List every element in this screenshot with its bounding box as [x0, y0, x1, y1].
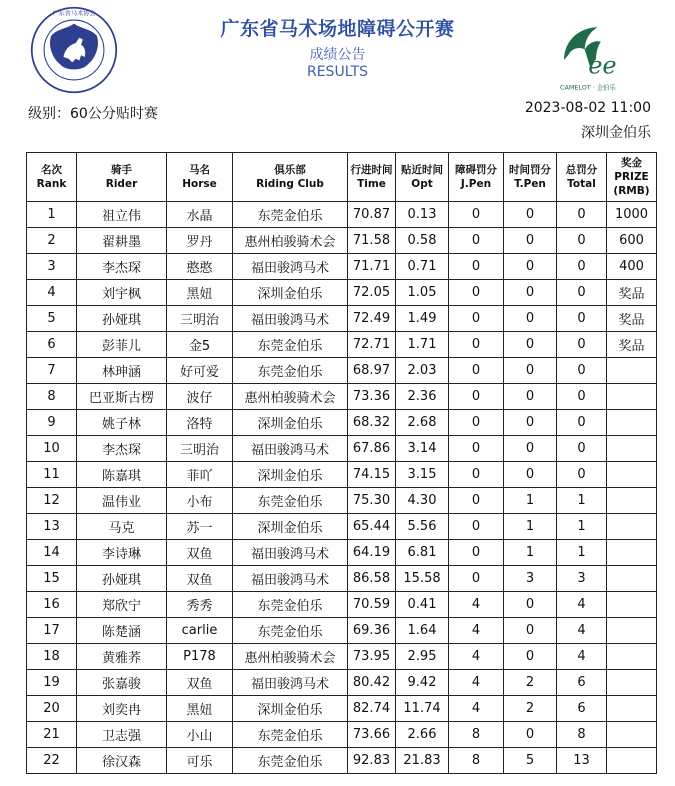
svg-text:CAMELOT · 金伯乐: CAMELOT · 金伯乐	[560, 83, 616, 92]
cell-horse: P178	[167, 644, 233, 670]
cell-jump-penalty: 8	[449, 748, 504, 774]
cell-rank: 15	[27, 566, 77, 592]
cell-prize	[607, 644, 657, 670]
cell-rank: 14	[27, 540, 77, 566]
cell-prize	[607, 618, 657, 644]
cell-total: 0	[557, 436, 607, 462]
table-row	[27, 514, 657, 540]
cell-rider: 温伟业	[77, 488, 167, 514]
cell-rider: 李杰琛	[77, 436, 167, 462]
cell-rider: 卫志强	[77, 722, 167, 748]
cell-time-penalty: 1	[504, 488, 557, 514]
cell-jump-penalty: 0	[449, 540, 504, 566]
cell-time-penalty: 0	[504, 228, 557, 254]
cell-opt: 0.58	[396, 228, 449, 254]
cell-total: 0	[557, 332, 607, 358]
cell-total: 4	[557, 644, 607, 670]
cell-total: 0	[557, 462, 607, 488]
cell-opt: 2.03	[396, 358, 449, 384]
cell-rank: 10	[27, 436, 77, 462]
cell-prize	[607, 384, 657, 410]
cell-prize	[607, 462, 657, 488]
cell-total: 0	[557, 202, 607, 228]
cell-total: 1	[557, 540, 607, 566]
cell-total: 0	[557, 410, 607, 436]
cell-jump-penalty: 8	[449, 722, 504, 748]
cell-prize: 奖品	[607, 332, 657, 358]
cell-prize	[607, 670, 657, 696]
cell-total: 0	[557, 306, 607, 332]
cell-time: 65.44	[348, 514, 396, 540]
cell-horse: 好可爱	[167, 358, 233, 384]
results-body	[27, 202, 657, 774]
cell-club: 东莞金伯乐	[233, 332, 348, 358]
table-row	[27, 670, 657, 696]
cell-time: 71.71	[348, 254, 396, 280]
cell-total: 13	[557, 748, 607, 774]
cell-jump-penalty: 0	[449, 228, 504, 254]
cell-rank: 16	[27, 592, 77, 618]
cell-horse: 黑妞	[167, 280, 233, 306]
cell-club: 东莞金伯乐	[233, 722, 348, 748]
cell-opt: 4.30	[396, 488, 449, 514]
cell-rider: 郑欣宁	[77, 592, 167, 618]
cell-horse: 双鱼	[167, 540, 233, 566]
cell-time: 73.66	[348, 722, 396, 748]
cell-rider: 马克	[77, 514, 167, 540]
column-header-rank: 名次 Rank	[27, 153, 77, 202]
cell-jump-penalty: 4	[449, 670, 504, 696]
cell-time-penalty: 0	[504, 358, 557, 384]
cell-jump-penalty: 0	[449, 462, 504, 488]
cell-rank: 8	[27, 384, 77, 410]
cell-jump-penalty: 0	[449, 410, 504, 436]
cell-club: 东莞金伯乐	[233, 592, 348, 618]
cell-jump-penalty: 0	[449, 358, 504, 384]
cell-jump-penalty: 0	[449, 306, 504, 332]
cell-opt: 1.64	[396, 618, 449, 644]
column-header-time: 行进时间 Time	[348, 153, 396, 202]
cell-time-penalty: 0	[504, 202, 557, 228]
cell-rider: 徐汉森	[77, 748, 167, 774]
table-row	[27, 254, 657, 280]
cell-total: 8	[557, 722, 607, 748]
cell-rank: 13	[27, 514, 77, 540]
cell-horse: 罗丹	[167, 228, 233, 254]
cell-opt: 1.05	[396, 280, 449, 306]
cell-rider: 张嘉骏	[77, 670, 167, 696]
cell-time: 82.74	[348, 696, 396, 722]
cell-rank: 11	[27, 462, 77, 488]
column-header-total: 总罚分 Total	[557, 153, 607, 202]
table-row	[27, 696, 657, 722]
cell-prize	[607, 488, 657, 514]
cell-opt: 15.58	[396, 566, 449, 592]
cell-horse: 小布	[167, 488, 233, 514]
cell-rank: 20	[27, 696, 77, 722]
page-subtitle: 成绩公告	[309, 47, 366, 63]
cell-club: 东莞金伯乐	[233, 488, 348, 514]
cell-jump-penalty: 4	[449, 618, 504, 644]
cell-total: 1	[557, 488, 607, 514]
cell-jump-penalty: 0	[449, 436, 504, 462]
cell-horse: 水晶	[167, 202, 233, 228]
cell-time: 72.05	[348, 280, 396, 306]
column-header-jump-penalty: 障碍罚分 J.Pen	[449, 153, 504, 202]
cell-rider: 孙娅琪	[77, 306, 167, 332]
cell-club: 东莞金伯乐	[233, 618, 348, 644]
cell-time: 68.32	[348, 410, 396, 436]
table-row	[27, 332, 657, 358]
cell-horse: 金5	[167, 332, 233, 358]
table-row	[27, 618, 657, 644]
cell-rank: 6	[27, 332, 77, 358]
table-row	[27, 540, 657, 566]
cell-rank: 1	[27, 202, 77, 228]
page-title: 广东省马术场地障碍公开赛	[220, 18, 455, 40]
table-row	[27, 202, 657, 228]
cell-total: 6	[557, 696, 607, 722]
table-row	[27, 410, 657, 436]
cell-club: 福田骏鸿马术	[233, 670, 348, 696]
cell-time-penalty: 0	[504, 306, 557, 332]
cell-club: 深圳金伯乐	[233, 410, 348, 436]
cell-club: 深圳金伯乐	[233, 696, 348, 722]
cell-rider: 翟耕墨	[77, 228, 167, 254]
cell-total: 6	[557, 670, 607, 696]
cell-rider: 李杰琛	[77, 254, 167, 280]
cell-club: 惠州柏骏骑术会	[233, 384, 348, 410]
cell-time-penalty: 0	[504, 410, 557, 436]
cell-total: 3	[557, 566, 607, 592]
cell-time-penalty: 0	[504, 384, 557, 410]
cell-time: 70.87	[348, 202, 396, 228]
competition-datetime: 2023-08-02 11:00	[524, 100, 651, 116]
cell-opt: 1.49	[396, 306, 449, 332]
cell-club: 惠州柏骏骑术会	[233, 228, 348, 254]
cell-jump-penalty: 0	[449, 566, 504, 592]
table-row	[27, 462, 657, 488]
cell-jump-penalty: 0	[449, 514, 504, 540]
cell-club: 东莞金伯乐	[233, 748, 348, 774]
cell-rank: 22	[27, 748, 77, 774]
cell-club: 福田骏鸿马术	[233, 306, 348, 332]
cell-time: 73.36	[348, 384, 396, 410]
cell-time: 71.58	[348, 228, 396, 254]
cell-rider: 祖立伟	[77, 202, 167, 228]
cell-time-penalty: 2	[504, 670, 557, 696]
cell-rider: 陈嘉琪	[77, 462, 167, 488]
cell-rider: 刘奕冉	[77, 696, 167, 722]
cell-time-penalty: 0	[504, 254, 557, 280]
cell-rider: 巴亚斯古楞	[77, 384, 167, 410]
cell-jump-penalty: 0	[449, 202, 504, 228]
cell-club: 福田骏鸿马术	[233, 436, 348, 462]
cell-horse: 洛特	[167, 410, 233, 436]
cell-rider: 黄雅荞	[77, 644, 167, 670]
cell-rider: 姚子林	[77, 410, 167, 436]
cell-prize	[607, 436, 657, 462]
table-row	[27, 358, 657, 384]
cell-total: 4	[557, 592, 607, 618]
cell-opt: 2.68	[396, 410, 449, 436]
cell-rider: 林珅涵	[77, 358, 167, 384]
table-row	[27, 748, 657, 774]
cell-opt: 2.66	[396, 722, 449, 748]
cell-opt: 11.74	[396, 696, 449, 722]
cell-rank: 5	[27, 306, 77, 332]
cell-club: 福田骏鸿马术	[233, 566, 348, 592]
table-row	[27, 566, 657, 592]
cell-club: 福田骏鸿马术	[233, 540, 348, 566]
cell-horse: 憨憨	[167, 254, 233, 280]
cell-horse: 小山	[167, 722, 233, 748]
page-subtitle-en: RESULTS	[306, 64, 369, 80]
cell-opt: 0.13	[396, 202, 449, 228]
cell-opt: 1.71	[396, 332, 449, 358]
cell-opt: 9.42	[396, 670, 449, 696]
cell-total: 0	[557, 358, 607, 384]
column-header-rider: 骑手 Rider	[77, 153, 167, 202]
cell-time: 69.36	[348, 618, 396, 644]
cell-time-penalty: 0	[504, 280, 557, 306]
cell-rider: 李诗琳	[77, 540, 167, 566]
cell-opt: 3.14	[396, 436, 449, 462]
cell-time-penalty: 3	[504, 566, 557, 592]
cell-time-penalty: 0	[504, 436, 557, 462]
cell-horse: 波仔	[167, 384, 233, 410]
column-header-prize: 奖金 PRIZE (RMB)	[607, 153, 657, 202]
cell-jump-penalty: 4	[449, 696, 504, 722]
competition-venue: 深圳金伯乐	[581, 125, 651, 141]
table-row	[27, 722, 657, 748]
cell-time-penalty: 2	[504, 696, 557, 722]
cell-time: 86.58	[348, 566, 396, 592]
table-row	[27, 488, 657, 514]
cell-prize: 1000	[607, 202, 657, 228]
cell-time: 92.83	[348, 748, 396, 774]
cell-rank: 19	[27, 670, 77, 696]
cell-club: 深圳金伯乐	[233, 280, 348, 306]
cell-opt: 0.41	[396, 592, 449, 618]
table-row	[27, 592, 657, 618]
cell-prize: 奖品	[607, 280, 657, 306]
cell-opt: 2.95	[396, 644, 449, 670]
cell-total: 0	[557, 384, 607, 410]
cell-prize: 600	[607, 228, 657, 254]
table-row	[27, 228, 657, 254]
table-row	[27, 644, 657, 670]
cell-opt: 21.83	[396, 748, 449, 774]
cell-time: 72.49	[348, 306, 396, 332]
cell-time: 80.42	[348, 670, 396, 696]
cell-rank: 9	[27, 410, 77, 436]
cell-horse: carlie	[167, 618, 233, 644]
cell-opt: 0.71	[396, 254, 449, 280]
cell-jump-penalty: 0	[449, 332, 504, 358]
table-row	[27, 306, 657, 332]
cell-club: 福田骏鸿马术	[233, 254, 348, 280]
cell-horse: 苏一	[167, 514, 233, 540]
competition-level: 级别：60公分贴时赛	[28, 106, 158, 122]
cell-jump-penalty: 0	[449, 280, 504, 306]
cell-time: 74.15	[348, 462, 396, 488]
cell-prize	[607, 566, 657, 592]
cell-prize	[607, 358, 657, 384]
cell-jump-penalty: 4	[449, 592, 504, 618]
cell-time: 70.59	[348, 592, 396, 618]
cell-opt: 3.15	[396, 462, 449, 488]
cell-rank: 3	[27, 254, 77, 280]
cell-prize	[607, 540, 657, 566]
cell-time-penalty: 1	[504, 514, 557, 540]
cell-prize	[607, 410, 657, 436]
cell-time-penalty: 0	[504, 332, 557, 358]
cell-rank: 17	[27, 618, 77, 644]
cell-time-penalty: 1	[504, 540, 557, 566]
cell-time-penalty: 0	[504, 462, 557, 488]
cell-total: 0	[557, 228, 607, 254]
cell-opt: 6.81	[396, 540, 449, 566]
cell-opt: 2.36	[396, 384, 449, 410]
svg-text:ee: ee	[588, 51, 617, 80]
cell-rank: 4	[27, 280, 77, 306]
cell-club: 东莞金伯乐	[233, 202, 348, 228]
cell-horse: 菲吖	[167, 462, 233, 488]
cell-club: 东莞金伯乐	[233, 358, 348, 384]
cell-prize: 400	[607, 254, 657, 280]
cell-total: 1	[557, 514, 607, 540]
cell-time: 67.86	[348, 436, 396, 462]
cell-total: 0	[557, 280, 607, 306]
table-row	[27, 436, 657, 462]
cell-club: 深圳金伯乐	[233, 462, 348, 488]
cell-horse: 可乐	[167, 748, 233, 774]
svg-text:广东省马术协会: 广东省马术协会	[52, 10, 96, 18]
cell-rank: 18	[27, 644, 77, 670]
cell-time-penalty: 0	[504, 618, 557, 644]
cell-horse: 秀秀	[167, 592, 233, 618]
table-row	[27, 280, 657, 306]
results-table	[26, 152, 657, 774]
cell-time: 73.95	[348, 644, 396, 670]
cell-rank: 21	[27, 722, 77, 748]
cell-time: 72.71	[348, 332, 396, 358]
cell-rider: 彭菲儿	[77, 332, 167, 358]
cell-club: 惠州柏骏骑术会	[233, 644, 348, 670]
cell-club: 深圳金伯乐	[233, 514, 348, 540]
table-row	[27, 384, 657, 410]
column-header-horse: 马名 Horse	[167, 153, 233, 202]
cell-horse: 三明治	[167, 306, 233, 332]
cell-prize	[607, 696, 657, 722]
cell-opt: 5.56	[396, 514, 449, 540]
cell-prize: 奖品	[607, 306, 657, 332]
cell-time: 64.19	[348, 540, 396, 566]
cell-prize	[607, 722, 657, 748]
cell-rider: 陈楚涵	[77, 618, 167, 644]
cell-prize	[607, 514, 657, 540]
cell-time-penalty: 0	[504, 722, 557, 748]
column-header-club: 俱乐部 Riding Club	[233, 153, 348, 202]
cell-rider: 孙娅琪	[77, 566, 167, 592]
cell-horse: 双鱼	[167, 670, 233, 696]
column-header-time-penalty: 时间罚分 T.Pen	[504, 153, 557, 202]
cell-prize	[607, 592, 657, 618]
cell-prize	[607, 748, 657, 774]
cell-time: 75.30	[348, 488, 396, 514]
cell-rank: 12	[27, 488, 77, 514]
cell-horse: 三明治	[167, 436, 233, 462]
cell-time: 68.97	[348, 358, 396, 384]
cell-jump-penalty: 0	[449, 488, 504, 514]
cell-rider: 刘宇枫	[77, 280, 167, 306]
cell-time-penalty: 0	[504, 644, 557, 670]
cell-horse: 黑妞	[167, 696, 233, 722]
cell-jump-penalty: 0	[449, 384, 504, 410]
cell-rank: 2	[27, 228, 77, 254]
column-header-opt: 贴近时间 Opt	[396, 153, 449, 202]
cell-total: 0	[557, 254, 607, 280]
cell-horse: 双鱼	[167, 566, 233, 592]
cell-jump-penalty: 0	[449, 254, 504, 280]
cell-time-penalty: 0	[504, 592, 557, 618]
cell-time-penalty: 5	[504, 748, 557, 774]
cell-jump-penalty: 4	[449, 644, 504, 670]
table-header-row	[27, 153, 657, 202]
cell-rank: 7	[27, 358, 77, 384]
cell-total: 4	[557, 618, 607, 644]
